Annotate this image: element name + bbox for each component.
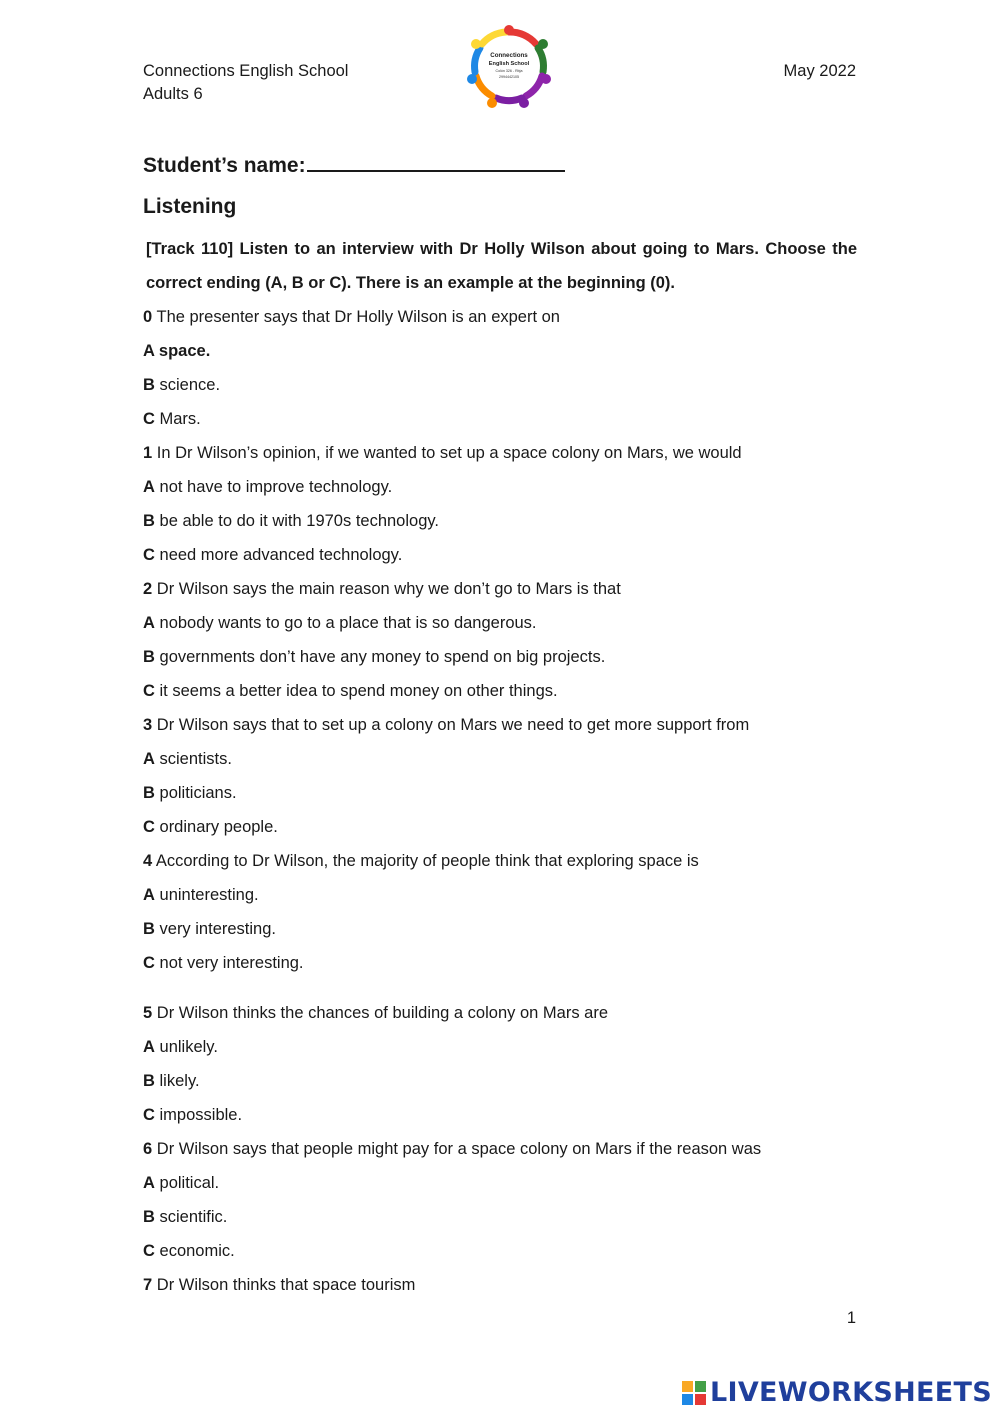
question-text: Dr Wilson says the main reason why we don’t go to Mars is that [156, 580, 621, 598]
option-letter: B [143, 512, 155, 530]
school-name: Connections English School [143, 62, 349, 80]
question-stem [143, 572, 857, 606]
option-text: be able to do it with 1970s technology. [159, 512, 439, 530]
answer-option[interactable] [143, 334, 857, 368]
option-letter: B [143, 1208, 155, 1226]
answer-option[interactable] [143, 1200, 857, 1234]
class-level: Adults 6 [143, 85, 203, 103]
answer-option[interactable] [143, 640, 857, 674]
option-text: unlikely. [159, 1038, 218, 1056]
answer-option[interactable] [143, 912, 857, 946]
question-text: Dr Wilson says that to set up a colony on Mars we need to get more support from [156, 716, 750, 734]
answer-option[interactable] [143, 742, 857, 776]
student-name-blank[interactable] [307, 148, 565, 172]
option-letter: C [143, 818, 155, 836]
logo-arc-green [538, 48, 543, 72]
question-number: 4 [143, 852, 153, 870]
option-letter: C [143, 682, 155, 700]
logo-arc-blue [475, 48, 480, 72]
option-text: political. [159, 1174, 220, 1192]
answer-option[interactable] [143, 810, 857, 844]
question-text: Dr Wilson thinks the chances of building a colony on Mars are [156, 1004, 609, 1022]
option-text: politicians. [159, 784, 237, 802]
answer-option[interactable] [143, 368, 857, 402]
question-number: 5 [143, 1004, 153, 1022]
question-text: According to Dr Wilson, the majority of people think that exploring space is [155, 852, 699, 870]
question-stem [143, 1132, 857, 1166]
option-letter: A [143, 750, 155, 768]
question-stem [143, 708, 857, 742]
question-number: 1 [143, 444, 153, 462]
answer-option[interactable] [143, 504, 857, 538]
option-letter: C [143, 546, 155, 564]
student-name-label: Student’s name: [143, 154, 306, 177]
option-text: governments don’t have any money to spend on big projects. [159, 648, 606, 666]
option-text: it seems a better idea to spend money on other things. [159, 682, 558, 700]
question-number: 2 [143, 580, 153, 598]
option-text: scientific. [159, 1208, 228, 1226]
option-text: space. [158, 342, 211, 360]
instructions: [Track 110] Listen to an interview with Dr Holly Wilson about going to Mars. Choose the correct ending (A, B or C). There is an example at the beginning (0). [146, 240, 857, 292]
option-letter: B [143, 376, 155, 394]
option-text: need more advanced technology. [159, 546, 403, 564]
question-number: 0 [143, 308, 153, 326]
answer-option[interactable] [143, 538, 857, 572]
option-text: ordinary people. [159, 818, 278, 836]
question-text: The presenter says that Dr Holly Wilson is an expert on [156, 308, 560, 326]
answer-option[interactable] [143, 946, 857, 980]
answer-option[interactable] [143, 470, 857, 504]
question-gap [143, 980, 857, 996]
logo-text-line-1: Connections [490, 52, 528, 59]
option-letter: C [143, 954, 155, 972]
section-title: Listening [143, 195, 237, 218]
logo-text-line-4: 2994442105 [499, 75, 519, 79]
question-list [143, 300, 857, 1302]
answer-option[interactable] [143, 402, 857, 436]
option-text: very interesting. [159, 920, 276, 938]
option-text: Mars. [159, 410, 201, 428]
answer-option[interactable] [143, 674, 857, 708]
option-letter: C [143, 1242, 155, 1260]
watermark-text: LIVEWORKSHEETS [709, 1377, 992, 1408]
answer-option[interactable] [143, 776, 857, 810]
option-text: science. [159, 376, 221, 394]
option-text: not have to improve technology. [159, 478, 393, 496]
liveworksheets-logo-icon [682, 1381, 706, 1405]
question-stem [143, 996, 857, 1030]
answer-option[interactable] [143, 1064, 857, 1098]
student-name-row [143, 148, 857, 182]
logo-graphic [466, 24, 552, 108]
option-text: economic. [159, 1242, 235, 1260]
answer-option[interactable] [143, 1234, 857, 1268]
option-letter: C [143, 410, 155, 428]
answer-option[interactable] [143, 1098, 857, 1132]
option-letter: B [143, 648, 155, 666]
option-letter: B [143, 1072, 155, 1090]
option-letter: A [143, 1174, 155, 1192]
question-text: In Dr Wilson’s opinion, if we wanted to set up a space colony on Mars, we would [156, 444, 742, 462]
question-stem [143, 1268, 857, 1302]
question-text: Dr Wilson says that people might pay for a space colony on Mars if the reason was [156, 1140, 762, 1158]
cube-cell [695, 1394, 706, 1405]
question-stem [143, 436, 857, 470]
option-text: likely. [159, 1072, 200, 1090]
question-text: Dr Wilson thinks that space tourism [156, 1276, 416, 1294]
header-left [143, 60, 348, 106]
question-stem [143, 300, 857, 334]
answer-option[interactable] [143, 1030, 857, 1064]
header-date: May 2022 [783, 62, 856, 80]
cube-cell [682, 1394, 693, 1405]
answer-option[interactable] [143, 1166, 857, 1200]
option-letter: A [143, 1038, 155, 1056]
option-letter: B [143, 784, 155, 802]
option-letter: A [143, 614, 155, 632]
option-text: impossible. [159, 1106, 243, 1124]
option-text: scientists. [159, 750, 232, 768]
page-number: 1 [846, 1309, 856, 1327]
option-letter: C [143, 1106, 155, 1124]
cube-cell [695, 1381, 706, 1392]
option-letter: A [143, 886, 155, 904]
question-stem [143, 844, 857, 878]
option-text: nobody wants to go to a place that is so dangerous. [159, 614, 537, 632]
question-number: 6 [143, 1140, 153, 1158]
logo-arc-violet [496, 98, 522, 101]
question-number: 3 [143, 716, 153, 734]
logo-text-line-2: English School [488, 61, 530, 67]
option-text: not very interesting. [159, 954, 304, 972]
answer-option[interactable] [143, 606, 857, 640]
school-logo [466, 24, 552, 108]
option-text: uninteresting. [159, 886, 259, 904]
question-number: 7 [143, 1276, 153, 1294]
logo-text-line-3: Colón 326 - Rbja [495, 69, 523, 73]
cube-cell [682, 1381, 693, 1392]
answer-option[interactable] [143, 878, 857, 912]
option-letter: A [143, 342, 155, 360]
liveworksheets-watermark [682, 1378, 992, 1408]
option-letter: A [143, 478, 155, 496]
option-letter: B [143, 920, 155, 938]
worksheet-content [143, 148, 857, 1302]
